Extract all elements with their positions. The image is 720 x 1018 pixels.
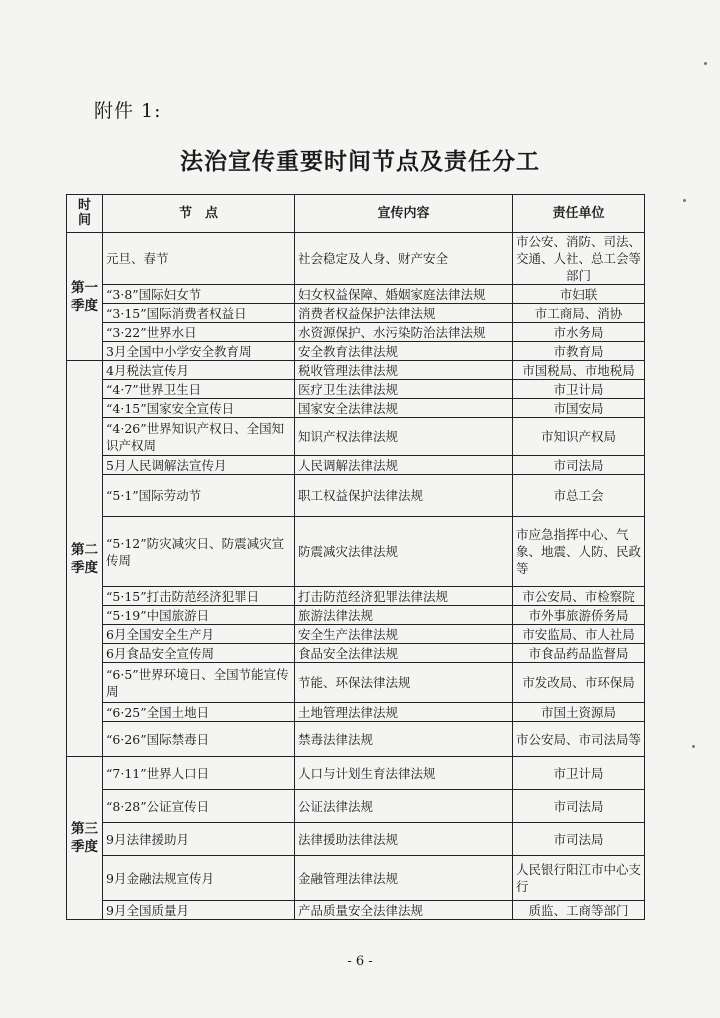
node-cell: “5·19”中国旅游日 — [103, 606, 295, 625]
node-cell: 6月全国安全生产月 — [103, 625, 295, 644]
table-row — [67, 823, 645, 856]
content-cell: 打击防范经济犯罪法律法规 — [295, 587, 513, 606]
unit-cell: 市国税局、市地税局 — [513, 361, 645, 380]
unit-cell: 市公安局、市司法局等 — [513, 722, 645, 757]
schedule-body — [67, 233, 645, 920]
node-cell: “4·15”国家安全宣传日 — [103, 399, 295, 418]
content-cell: 消费者权益保护法律法规 — [295, 304, 513, 323]
unit-cell: 市国安局 — [513, 399, 645, 418]
node-cell: “6·5”世界环境日、全国节能宣传周 — [103, 663, 295, 703]
table-row — [67, 380, 645, 399]
unit-cell: 市妇联 — [513, 285, 645, 304]
unit-cell: 市应急指挥中心、气象、地震、人防、民政等 — [513, 517, 645, 587]
table-row — [67, 304, 645, 323]
table-row — [67, 399, 645, 418]
content-cell: 防震减灾法律法规 — [295, 517, 513, 587]
content-cell: 知识产权法律法规 — [295, 418, 513, 456]
content-cell: 安全教育法律法规 — [295, 342, 513, 361]
node-cell: 3月全国中小学安全教育周 — [103, 342, 295, 361]
node-cell: 6月食品安全宣传周 — [103, 644, 295, 663]
unit-cell: 质监、工商等部门 — [513, 901, 645, 920]
content-cell: 金融管理法律法规 — [295, 856, 513, 901]
schedule-table — [66, 194, 645, 920]
unit-cell: 市知识产权局 — [513, 418, 645, 456]
table-row — [67, 663, 645, 703]
node-cell: “5·12”防灾减灾日、防震减灾宣传周 — [103, 517, 295, 587]
page-number: - 6 - — [347, 954, 373, 969]
table-row — [67, 285, 645, 304]
scan-speck — [704, 62, 707, 65]
table-row — [67, 644, 645, 663]
unit-cell: 市卫计局 — [513, 380, 645, 399]
unit-cell: 市司法局 — [513, 456, 645, 475]
document-title: 法治宣传重要时间节点及责任分工 — [180, 148, 540, 175]
node-cell: “3·8”国际妇女节 — [103, 285, 295, 304]
unit-cell: 市外事旅游侨务局 — [513, 606, 645, 625]
content-cell: 节能、环保法律法规 — [295, 663, 513, 703]
node-cell: “3·22”世界水日 — [103, 323, 295, 342]
content-cell: 国家安全法律法规 — [295, 399, 513, 418]
node-cell: “5·15”打击防范经济犯罪日 — [103, 587, 295, 606]
content-cell: 旅游法律法规 — [295, 606, 513, 625]
node-cell: 9月全国质量月 — [103, 901, 295, 920]
content-cell: 土地管理法律法规 — [295, 703, 513, 722]
unit-cell: 市公安、消防、司法、交通、人社、总工会等部门 — [513, 233, 645, 285]
content-cell: 法律援助法律法规 — [295, 823, 513, 856]
node-cell: 5月人民调解法宣传月 — [103, 456, 295, 475]
node-cell: 元旦、春节 — [103, 233, 295, 285]
header-time: 时间 — [67, 195, 103, 233]
node-cell: “6·25”全国土地日 — [103, 703, 295, 722]
table-row — [67, 517, 645, 587]
unit-cell: 市司法局 — [513, 790, 645, 823]
header-row — [67, 195, 645, 233]
node-cell: “4·26”世界知识产权日、全国知识产权周 — [103, 418, 295, 456]
content-cell: 税收管理法律法规 — [295, 361, 513, 380]
table-row — [67, 233, 645, 285]
header-node: 节 点 — [103, 195, 295, 233]
table-row — [67, 475, 645, 517]
content-cell: 水资源保护、水污染防治法律法规 — [295, 323, 513, 342]
unit-cell: 市卫计局 — [513, 757, 645, 790]
table-row — [67, 456, 645, 475]
unit-cell: 市水务局 — [513, 323, 645, 342]
node-cell: 9月法律援助月 — [103, 823, 295, 856]
table-row — [67, 757, 645, 790]
table-row — [67, 703, 645, 722]
content-cell: 产品质量安全法律法规 — [295, 901, 513, 920]
content-cell: 禁毒法律法规 — [295, 722, 513, 757]
content-cell: 人民调解法律法规 — [295, 456, 513, 475]
table-row — [67, 606, 645, 625]
node-cell: 9月金融法规宣传月 — [103, 856, 295, 901]
node-cell: “5·1”国际劳动节 — [103, 475, 295, 517]
node-cell: “6·26”国际禁毒日 — [103, 722, 295, 757]
table-row — [67, 790, 645, 823]
table-row — [67, 901, 645, 920]
unit-cell: 市安监局、市人社局 — [513, 625, 645, 644]
table-row — [67, 361, 645, 380]
content-cell: 妇女权益保障、婚姻家庭法律法规 — [295, 285, 513, 304]
annex-label: 附件 1: — [94, 100, 162, 122]
content-cell: 人口与计划生育法律法规 — [295, 757, 513, 790]
table-row — [67, 625, 645, 644]
quarter-label: 第一 季度 — [67, 233, 103, 361]
table-row — [67, 587, 645, 606]
content-cell: 社会稳定及人身、财产安全 — [295, 233, 513, 285]
content-cell: 医疗卫生法律法规 — [295, 380, 513, 399]
table-row — [67, 418, 645, 456]
scan-speck — [692, 745, 695, 748]
unit-cell: 市公安局、市检察院 — [513, 587, 645, 606]
header-unit: 责任单位 — [513, 195, 645, 233]
node-cell: “3·15”国际消费者权益日 — [103, 304, 295, 323]
unit-cell: 市总工会 — [513, 475, 645, 517]
unit-cell: 人民银行阳江市中心支行 — [513, 856, 645, 901]
node-cell: “7·11”世界人口日 — [103, 757, 295, 790]
table-row — [67, 342, 645, 361]
content-cell: 安全生产法律法规 — [295, 625, 513, 644]
node-cell: “8·28”公证宣传日 — [103, 790, 295, 823]
unit-cell: 市司法局 — [513, 823, 645, 856]
header-content: 宣传内容 — [295, 195, 513, 233]
quarter-label: 第三 季度 — [67, 757, 103, 920]
content-cell: 食品安全法律法规 — [295, 644, 513, 663]
table-row — [67, 323, 645, 342]
node-cell: “4·7”世界卫生日 — [103, 380, 295, 399]
unit-cell: 市国土资源局 — [513, 703, 645, 722]
quarter-label: 第二 季度 — [67, 361, 103, 757]
scan-speck — [683, 199, 686, 202]
content-cell: 职工权益保护法律法规 — [295, 475, 513, 517]
table-row — [67, 856, 645, 901]
unit-cell: 市食品药品监督局 — [513, 644, 645, 663]
unit-cell: 市发改局、市环保局 — [513, 663, 645, 703]
content-cell: 公证法律法规 — [295, 790, 513, 823]
node-cell: 4月税法宣传月 — [103, 361, 295, 380]
table-row — [67, 722, 645, 757]
unit-cell: 市工商局、消协 — [513, 304, 645, 323]
unit-cell: 市教育局 — [513, 342, 645, 361]
